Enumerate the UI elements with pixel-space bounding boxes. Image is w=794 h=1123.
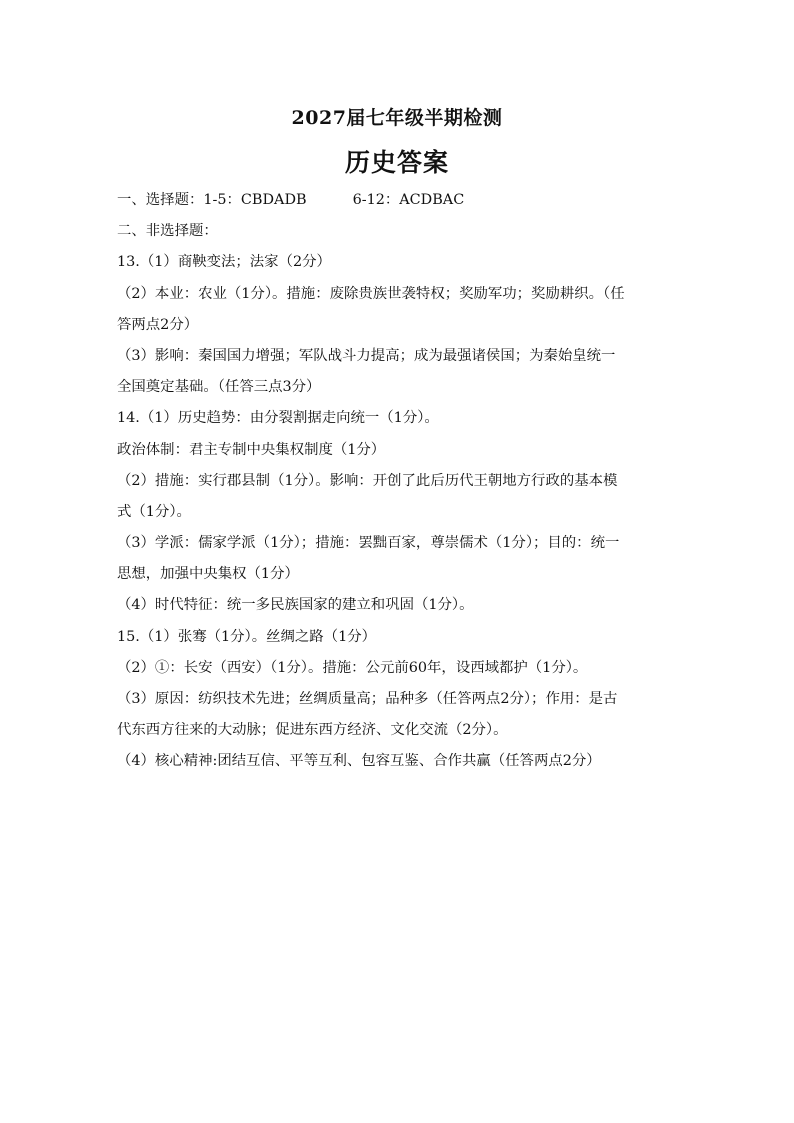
text-line: 政治体制：君主专制中央集权制度（1分） — [117, 441, 386, 458]
text-line: （3）学派：儒家学派（1分）；措施：罢黜百家，尊崇儒术（1分）；目的：统一 — [117, 535, 620, 552]
text-line: （2）措施：实行郡县制（1分）。影响：开创了此后历代王朝地方行政的基本模 — [117, 472, 618, 489]
text-line: 答两点2分） — [117, 316, 199, 333]
answers-6-12: 6-12：ACDBAC — [352, 192, 465, 208]
text-line: （2）①：长安（西安）（1分）。措施：公元前60年，设西域都护（1分）。 — [117, 659, 588, 676]
answer-body — [117, 185, 677, 778]
text-line: 二、非选择题： — [117, 223, 218, 240]
text-line: （4）核心精神:团结互信、平等互利、包容互鉴、合作共赢（任答两点2分） — [117, 753, 601, 770]
page-subtitle: 历史答案 — [344, 148, 449, 177]
text-line: 14.（1）历史趋势：由分裂割据走向统一（1分）。 — [117, 410, 439, 427]
text-line: 式（1分）。 — [117, 503, 191, 520]
text-line: 15.（1）张骞（1分）。丝绸之路（1分） — [117, 628, 377, 645]
section-label: 一、选择题： — [117, 192, 204, 208]
text-line: （3）影响：秦国国力增强；军队战斗力提高；成为最强诸侯国；为秦始皇统一 — [117, 347, 616, 364]
text-line: （3）原因：纺织技术先进；丝绸质量高；品种多（任答两点2分）；作用：是古 — [117, 691, 618, 707]
text-line: 13.（1）商鞅变法；法家（2分） — [117, 254, 331, 271]
section-multiple-choice — [117, 185, 677, 216]
answers-1-5: 1-5：CBDADB — [203, 192, 307, 208]
text-line: （2）本业：农业（1分）。措施：废除贵族世袭特权；奖励军功；奖励耕织。（任 — [117, 285, 625, 302]
text-line: 代东西方往来的大动脉；促进东西方经济、文化交流（2分）。 — [117, 722, 508, 739]
text-line: 思想，加强中央集权（1分） — [117, 566, 299, 583]
text-line: （4）时代特征：统一多民族国家的建立和巩固（1分）。 — [117, 597, 474, 614]
page-title: 2027届七年级半期检测 — [291, 107, 503, 129]
text-line: 全国奠定基础。（任答三点3分） — [117, 379, 321, 396]
